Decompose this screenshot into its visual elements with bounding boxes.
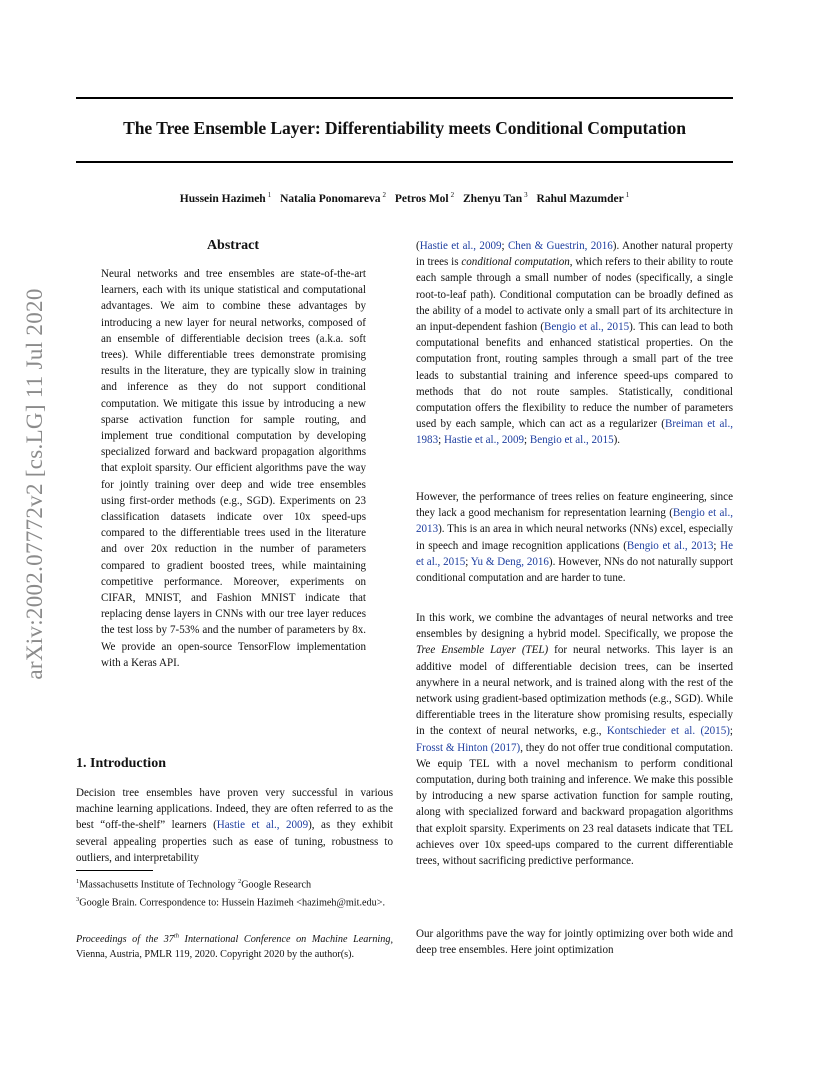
citation-link[interactable]: Bengio et al., 2013 [626, 539, 714, 552]
introduction-paragraph: Decision tree ensembles have proven very successful in various machine learning applications. Indeed, they are often referred to as the best “off-the-shelf” learners (Hastie et al., 2009), as they exhibit several appealing properties such as ease of tuning, robustness to outliers, and interpretability [76, 787, 393, 864]
citation-link[interactable]: He et al., 2015 [416, 539, 733, 568]
author: Rahul Mazumder $^1$ [536, 191, 630, 205]
citation-link[interactable]: Hastie et al., 2009 [216, 819, 309, 832]
abstract-body: Neural networks and tree ensembles are state-of-the-art learners, each with its unique statistical and computational advantages. We aim to combine these advantages by introducing a new layer for neural networks, composed of an ensemble of differentiable decision trees (a.k.a. soft trees). While differentiable trees demonstrate promising results in the literature, they are typically slow in training and inference as they do not support conditional computation. We mitigate this issue by introducing a new sparse activation function for sample routing, and implement true conditional computation by developing specialized forward and backward propagation algorithms that exploit sparsity. Our efficient algorithms pave the way for jointly training over deep and wide tree ensembles using first-order methods (e.g., SGD). Experiments on 23 classification datasets indicate over 10x speed-ups compared to the differentiable trees used in the literature and over 20x reduction in the number of parameters compared to gradient boosted trees, while maintaining competitive performance. Moreover, experiments on CIFAR, MNIST, and Fashion MNIST indicate that replacing dense layers in CNNs with our tree layer reduces the test loss by 7-53% and the number of parameters by 8x. We provide an open-source TensorFlow implementation with a Keras API. [101, 268, 366, 669]
author: Petros Mol $^2$ [394, 191, 455, 205]
citation-link[interactable]: Frosst & Hinton (2017) [416, 741, 521, 754]
citation-link[interactable]: Breiman et al., 1983 [416, 418, 733, 447]
abstract-heading: Abstract [206, 238, 260, 253]
affiliation-footnote: $^1$Massachusetts Institute of Technology $^2$Google Research $^3$Google Brain. Correspondence to: Hussein Hazimeh <hazimeh@mit.edu>. [76, 878, 386, 909]
citation-link[interactable]: Bengio et al., 2015 [529, 434, 614, 447]
citation-link[interactable]: Bengio et al., 2015 [544, 321, 630, 334]
introduction-paragraph: (Hastie et al., 2009; Chen & Guestrin, 2016). Another natural property in trees is conditional computation, which refers to their ability to route each sample through a small number of nodes (specifically, a single root-to-leaf path). Conditional computation can be broadly defined as the ability of a model to activate only a small part of its architecture in an input-dependent fashion (Bengio et al., 2015). This can lead to both computational benefits and enhanced statistical properties. On the computation front, routing samples through a small part of the tree leads to substantial training and inference speed-ups compared to methods that do not route samples. Statistically, conditional computation offers the flexibility to reduce the number of parameters used by each sample, which can act as a regularizer (Breiman et al., 1983; Hastie et al., 2009; Bengio et al., 2015). [416, 240, 733, 447]
proceedings-note: Proceedings of the 37th International Conference on Machine Learning, Vienna, Austria, PMLR 119, 2020. Copyright 2020 by the author(s). [76, 933, 393, 960]
paper-title: The Tree Ensemble Layer: Differentiability meets Conditional Computation [123, 118, 686, 138]
introduction-paragraph: However, the performance of trees relies on feature engineering, since they lack a good mechanism for representation learning (Bengio et al., 2013). This is an area in which neural networks (NNs) excel, especially in speech and image recognition applications (Bengio et al., 2013; He et al., 2015; Yu & Deng, 2016). However, NNs do not naturally support conditional computation and are harder to tune. [416, 491, 734, 585]
arxiv-identifier-text: arXiv:2002.07772v2 [cs.LG] 11 Jul 2020 [22, 288, 47, 680]
title-rule-top [76, 97, 733, 99]
citation-link[interactable]: Yu & Deng, 2016 [470, 555, 549, 568]
citation-link[interactable]: Bengio et al., 2013 [416, 507, 733, 536]
introduction-paragraph: Our algorithms pave the way for jointly optimizing over both wide and deep tree ensembles. Here joint optimization [416, 928, 733, 957]
section-heading-introduction: 1. Introduction [76, 756, 166, 771]
footnote-rule [76, 870, 153, 871]
citation-link[interactable]: Kontschieder et al. (2015) [606, 725, 730, 738]
title-rule-bottom [76, 161, 733, 163]
introduction-paragraph: In this work, we combine the advantages of neural networks and tree ensembles by designing a hybrid model. Specifically, we propose the Tree Ensemble Layer (TEL) for neural networks. This layer is an additive model of differentiable decision trees, can be inserted anywhere in a neural network, and is trained along with the rest of the network using gradient-based optimization methods (e.g., SGD). While differentiable trees in the literature show promising results, especially in the context of neural networks, e.g., Kontschieder et al. (2015); Frosst & Hinton (2017), they do not offer true conditional computation. We equip TEL with a novel mechanism to perform conditional computation, during both training and inference. We make this possible by introducing a new sparse activation function for sample routing, along with specialized forward and backward propagation algorithms that exploit sparsity. Experiments on 23 real datasets indicate that TEL achieves over 10x speed-ups compared to the current differentiable trees, without sacrificing predictive performance. [416, 612, 733, 868]
author: Natalia Ponomareva $^2$ [280, 191, 386, 205]
citation-link[interactable]: Hastie et al., 2009 [443, 434, 525, 447]
author: Zhenyu Tan $^3$ [463, 191, 528, 205]
author-list [76, 191, 733, 205]
citation-link[interactable]: Chen & Guestrin, 2016 [507, 240, 613, 252]
author: Hussein Hazimeh $^1$ [179, 191, 272, 205]
citation-link[interactable]: Hastie et al., 2009 [419, 240, 502, 252]
